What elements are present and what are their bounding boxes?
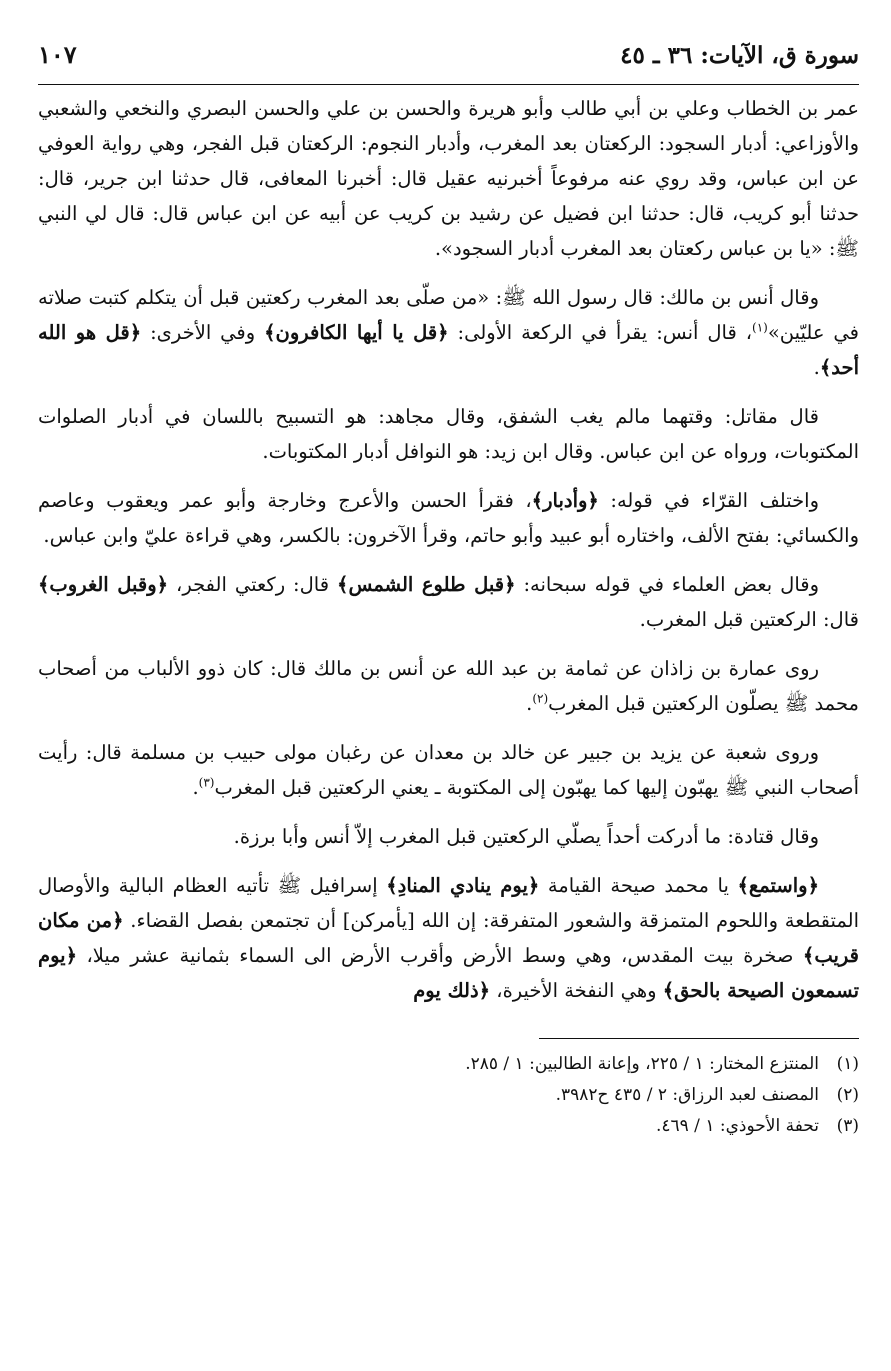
text-run: وفي الأخرى:: [141, 321, 265, 344]
paragraph: [38, 399, 859, 469]
running-title: سورة ق، الآيات: ٣٦ ـ ٤٥: [620, 42, 859, 69]
text-run: وقال أنس بن مالك: قال رسول الله ﷺ: «من صلّى بعد المغرب ركعتين قبل أن يتكلم كتبت صلاته في عليّين»: [38, 286, 859, 344]
footnote-separator: [539, 1038, 859, 1039]
body-text: [38, 91, 859, 1008]
text-run: قال: ركعتي الفجر،: [168, 573, 338, 596]
text-run: عمر بن الخطاب وعلي بن أبي طالب وأبو هريرة والحسن بن علي والحسن البصري والنخعي والشعبي والأوزاعي: أدبار السجود: الركعتان بعد المغرب، وأدبار النجوم: الركعتان قبل الفجر، وهي رواية العوفي عن ابن عباس، وقد روي عنه مرفوعاً أخبرنيه عقيل قال: أخبرنا المعافى، قال حدثنا ابن جرير، قال: حدثنا أبو كريب، قال: حدثنا ابن فضيل عن رشيد بن كريب عن أبيه عن ابن عباس قال: قال لي النبي ﷺ: «يا بن عباس ركعتان بعد المغرب أدبار السجود».: [38, 97, 859, 260]
quran-quote: ﴿من مكان قريب﴾: [38, 909, 859, 967]
footnote: [38, 1049, 859, 1080]
text-run: قال: الركعتين قبل المغرب.: [639, 608, 859, 631]
text-run: إسرافيل ﷺ تأتيه العظام البالية والأوصال المتقطعة واللحوم المتمزقة والشعور المتفرقة: إن الله [يأمركن] أن تجتمعن بفصل القضاء.: [38, 874, 860, 932]
quran-quote: ﴿قل يا أيها الكافرون﴾: [264, 321, 449, 344]
quran-quote: ﴿واستمع﴾: [737, 874, 819, 897]
footnote-number: (٣): [836, 1116, 859, 1136]
quran-quote: ﴿قبل طلوع الشمس﴾: [337, 573, 516, 596]
footnote-ref: (٢): [532, 691, 549, 706]
quran-quote: ﴿ذلك يوم: [413, 979, 491, 1002]
paragraph: [38, 567, 859, 637]
text-run: ، قال أنس: يقرأ في الركعة الأولى:: [448, 321, 753, 344]
book-page: [38, 40, 859, 1371]
footnote-text: تحفة الأحوذي: ١ / ٤٦٩.: [655, 1116, 819, 1136]
text-run: وقال قتادة: ما أدركت أحداً يصلّي الركعتين قبل المغرب إلاّ أنس وأبا برزة.: [233, 825, 819, 848]
footnote-ref: (١): [752, 320, 768, 335]
quran-quote: ﴿وأدبار﴾: [531, 489, 599, 512]
text-run: .: [192, 776, 199, 799]
text-run: .: [526, 692, 533, 715]
text-run: صخرة بيت المقدس، وهي وسط الأرض وأقرب الأرض الى السماء بثمانية عشر ميلا،: [77, 944, 803, 967]
text-run: يا محمد صيحة القيامة: [539, 874, 738, 897]
footnote-number: (١): [836, 1054, 859, 1074]
paragraph: [38, 91, 859, 266]
paragraph: [38, 651, 859, 721]
paragraph: [38, 483, 859, 553]
text-run: وهي النفخة الأخيرة،: [490, 979, 663, 1002]
paragraph: [38, 868, 859, 1008]
footnote: [38, 1080, 859, 1111]
text-run: ، فقرأ الحسن والأعرج وخارجة وأبو عمر ويعقوب وعاصم والكسائي: بفتح الألف، واختاره أبو عبيد وأبو حاتم، وقرأ الآخرون: بالكسر، وهي قراءة عليّ وابن عباس.: [38, 489, 859, 547]
text-run: وقال بعض العلماء في قوله سبحانه:: [515, 573, 819, 596]
text-run: واختلف القرّاء في قوله:: [598, 489, 819, 512]
header-rule: [38, 84, 859, 85]
footnote-text: المصنف لعبد الرزاق: ٢ / ٤٣٥ ح٣٩٨٢.: [555, 1085, 819, 1105]
footnote-number: (٢): [836, 1085, 859, 1105]
page-header: [38, 40, 859, 84]
text-run: .: [813, 356, 820, 379]
paragraph: [38, 280, 859, 385]
paragraph: [38, 735, 859, 805]
quran-quote: ﴿وقبل الغروب﴾: [38, 573, 169, 596]
footnotes: [38, 1049, 859, 1142]
quran-quote: ﴿يوم تسمعون الصيحة بالحق﴾: [38, 944, 859, 1002]
quran-quote: ﴿قل هو الله أحد﴾: [38, 321, 859, 379]
footnote-ref: (٣): [198, 775, 215, 790]
text-run: روى عمارة بن زاذان عن ثمامة بن عبد الله عن أنس بن مالك قال: كان ذوو الألباب من أصحاب محمد ﷺ يصلّون الركعتين قبل المغرب: [38, 657, 859, 715]
page-number: ١٠٧: [38, 40, 77, 69]
footnote: [38, 1111, 859, 1142]
quran-quote: ﴿يوم ينادي المنادِ﴾: [386, 874, 540, 897]
text-run: قال مقاتل: وقتهما مالم يغب الشفق، وقال مجاهد: هو التسبيح باللسان في أدبار الصلوات المكتوبات، ورواه عن ابن عباس. وقال ابن زيد: هو النوافل أدبار المكتوبات.: [38, 405, 859, 463]
footnote-text: المنتزع المختار: ١ / ٢٢٥، وإعانة الطالبين: ١ / ٢٨٥.: [465, 1054, 819, 1074]
text-run: وروى شعبة عن يزيد بن جبير عن خالد بن معدان عن رغبان مولى حبيب بن مسلمة قال: رأيت أصحاب النبي ﷺ يهبّون إليها كما يهبّون إلى المكتوبة ـ يعني الركعتين قبل المغرب: [38, 741, 859, 799]
paragraph: [38, 819, 859, 854]
